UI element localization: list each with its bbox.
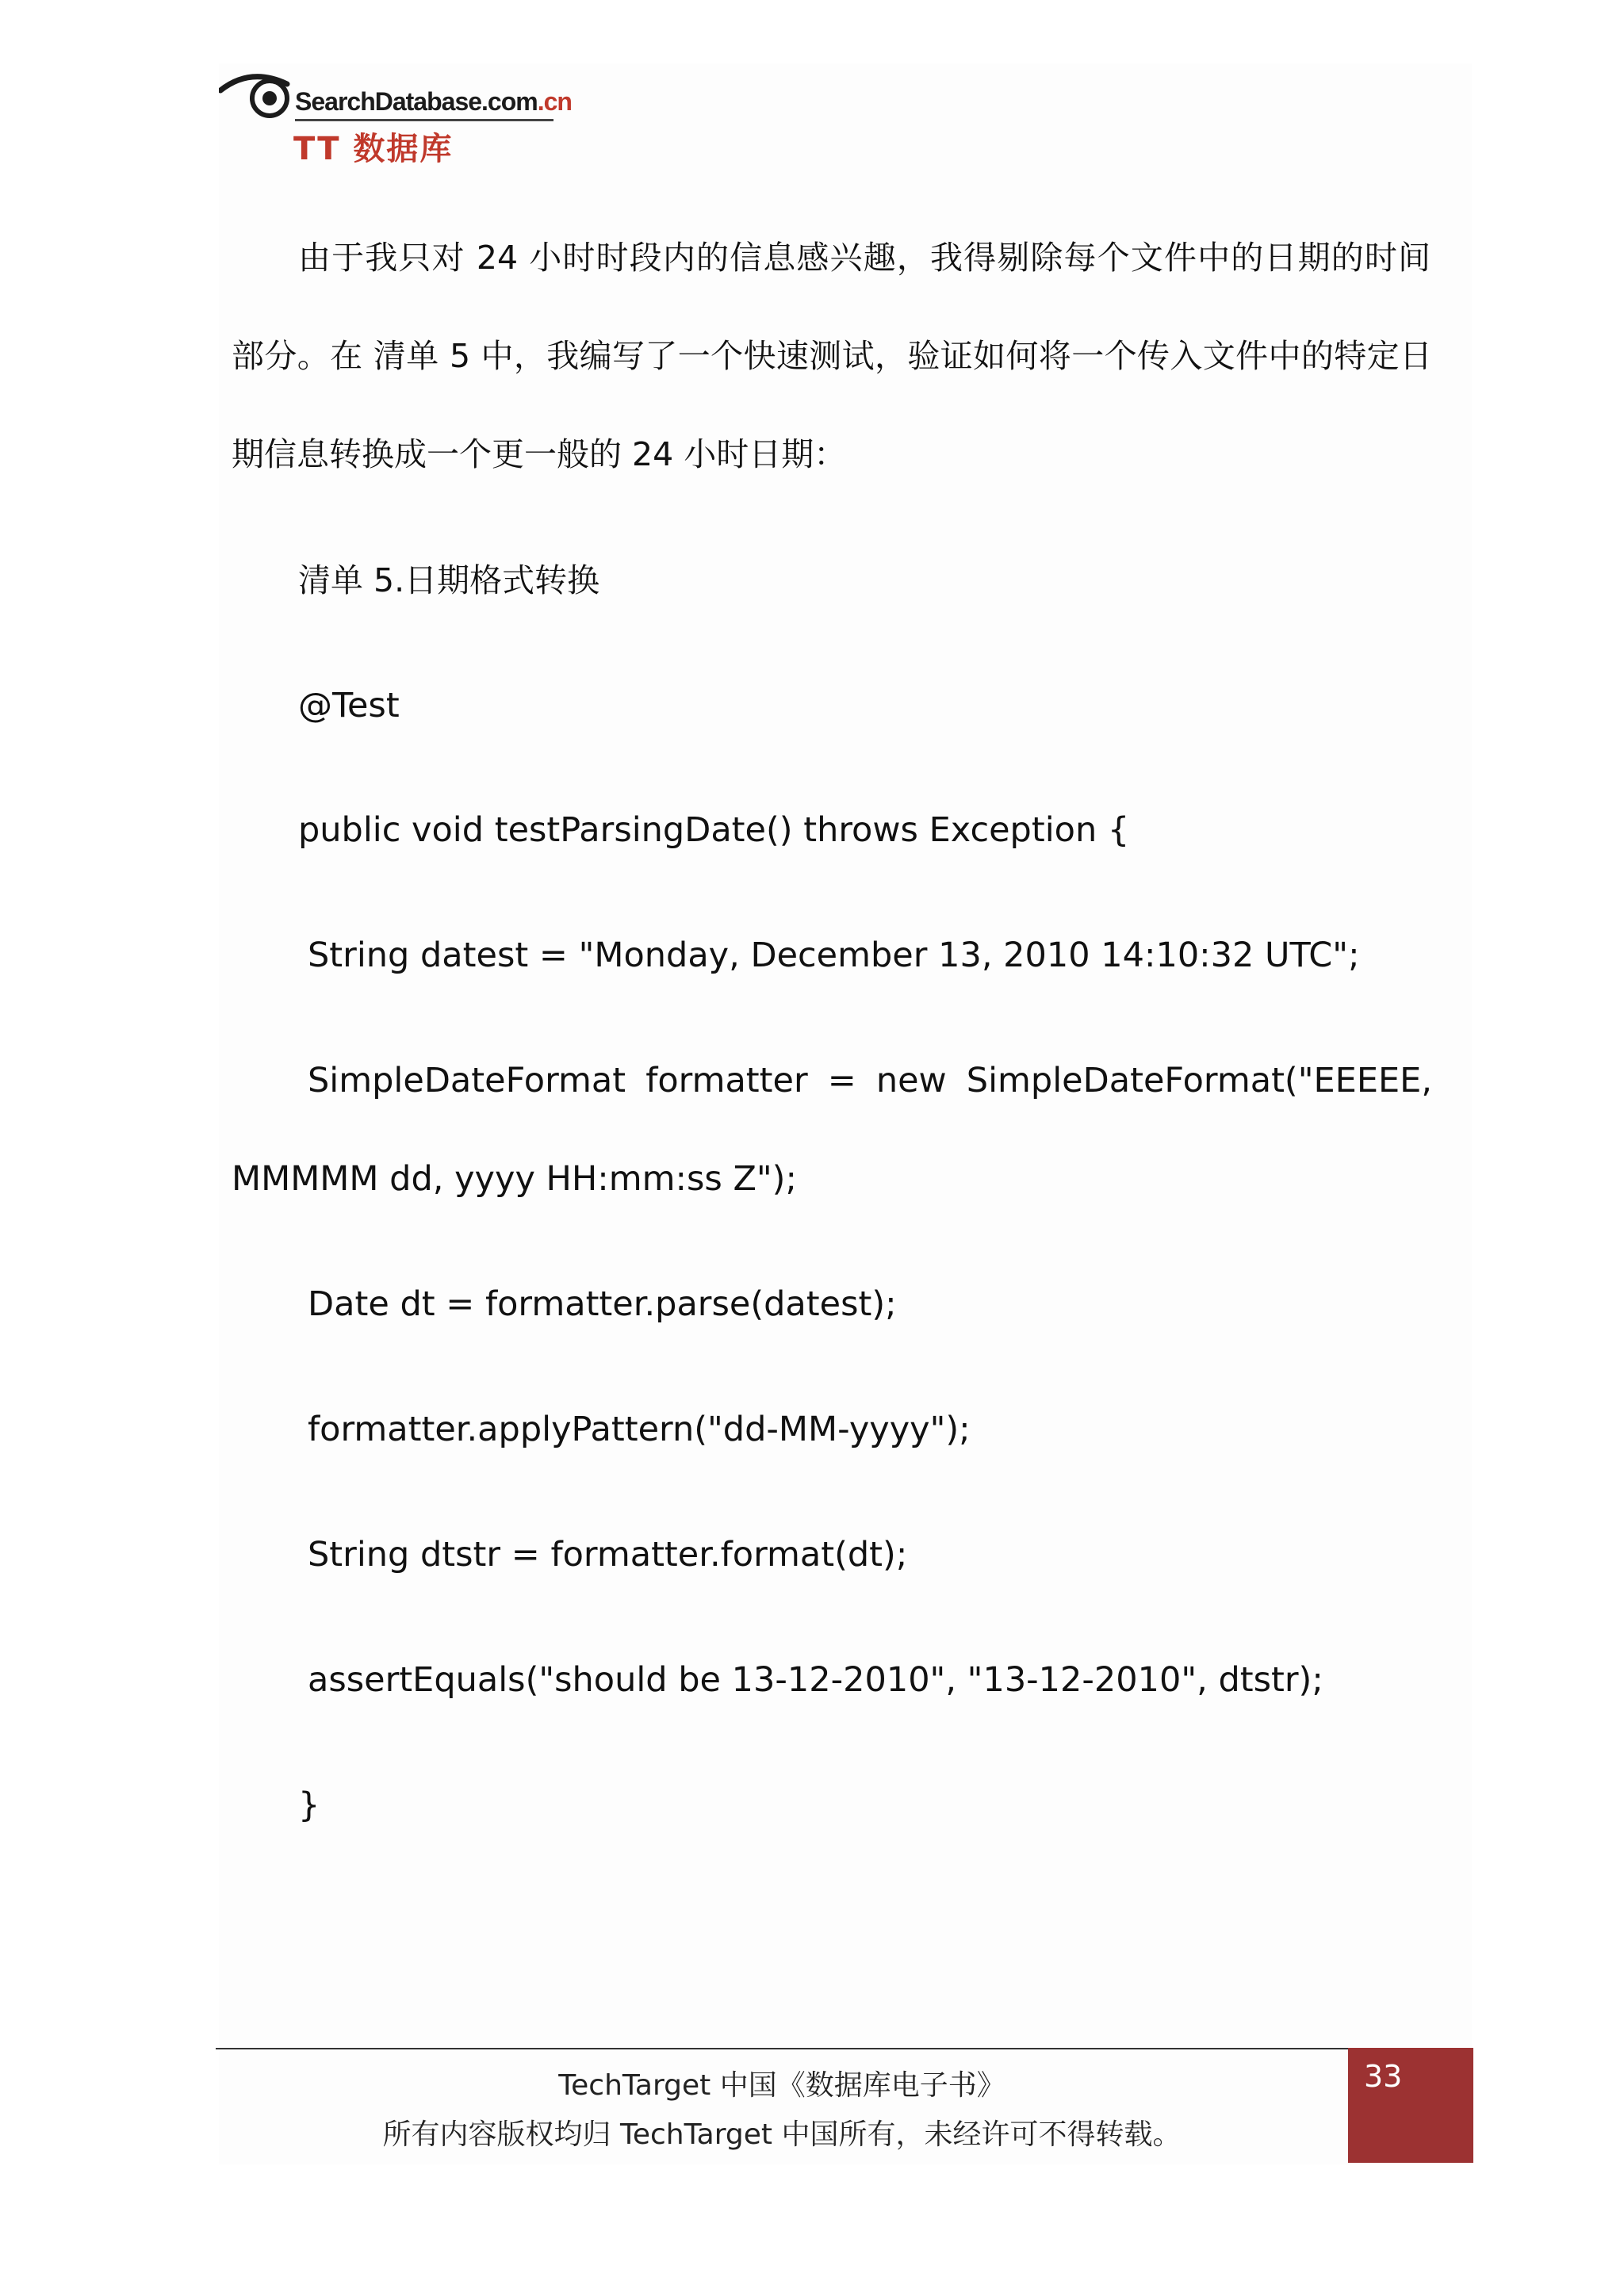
code-line: @Test	[298, 686, 400, 725]
code-line: MMMMM dd, yyyy HH:mm:ss Z");	[232, 1159, 797, 1199]
page-number-box	[1348, 2048, 1473, 2163]
code-line: String datest = "Monday, December 13, 2010 14:10:32 UTC";	[308, 936, 1360, 975]
logo-domain-text: SearchDatabase.com.cn	[295, 87, 572, 116]
paragraph-line-1: 由于我只对 24 小时时段内的信息感兴趣，我得剔除每个文件中的日期的时间	[298, 239, 1431, 277]
footer-title: TechTarget 中国《数据库电子书》	[558, 2069, 1005, 2102]
code-line: }	[298, 1785, 320, 1825]
code-line: SimpleDateFormat formatter = new SimpleDateFormat("EEEEE,	[308, 1061, 1432, 1100]
listing-heading: 清单 5.日期格式转换	[298, 561, 600, 599]
site-logo	[219, 67, 572, 170]
footer-copyright: 所有内容版权均归 TechTarget 中国所有，未经许可不得转载。	[382, 2118, 1182, 2151]
page-number: 33	[1364, 2059, 1403, 2094]
code-line: assertEquals("should be 13-12-2010", "13-12-2010", dtstr);	[308, 1660, 1323, 1700]
code-line: String dtstr = formatter.format(dt);	[308, 1535, 908, 1575]
eye-icon	[219, 67, 298, 130]
code-line: Date dt = formatter.parse(datest);	[308, 1284, 897, 1324]
paragraph-line-2: 部分。在 清单 5 中，我编写了一个快速测试，验证如何将一个传入文件中的特定日	[232, 337, 1432, 375]
paragraph-line-3: 期信息转换成一个更一般的 24 小时日期：	[232, 435, 847, 473]
logo-underline	[295, 119, 553, 121]
footer-divider	[216, 2048, 1348, 2049]
code-line: public void testParsingDate() throws Exception {	[298, 810, 1130, 850]
page-background	[219, 63, 1472, 2164]
code-line: formatter.applyPattern("dd-MM-yyyy");	[308, 1410, 971, 1449]
logo-brand-cn: TT 数据库	[293, 131, 454, 167]
